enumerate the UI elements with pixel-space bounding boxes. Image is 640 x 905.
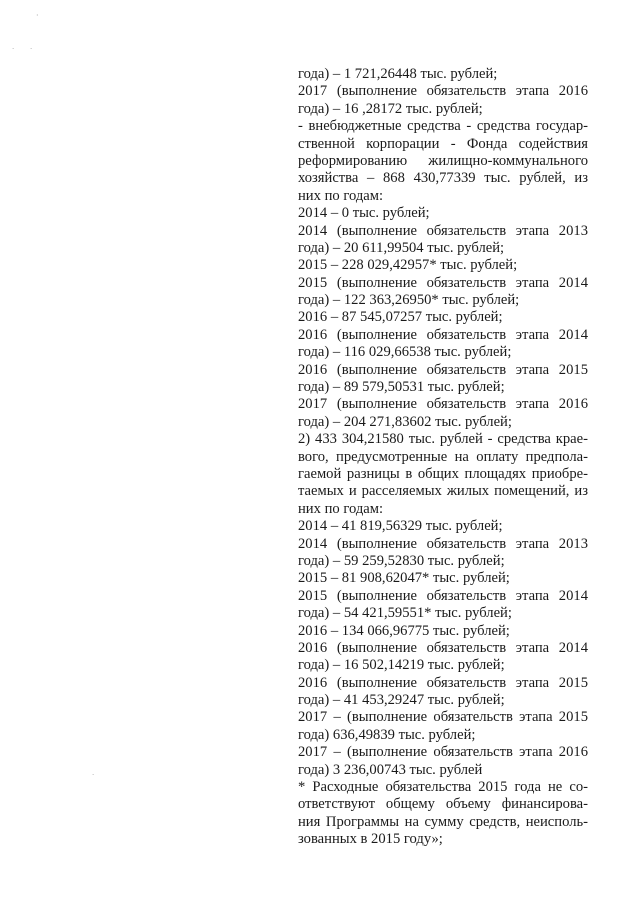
text-line: 2016 (выполнение обязательств этапа 2014 [298, 639, 588, 656]
text-line: 2015 – 228 029,42957* тыс. рублей; [298, 257, 518, 274]
text-line: года) – 89 579,50531 тыс. рублей; [298, 379, 505, 396]
text-line: * Расходные обязательства 2015 года не со- [298, 779, 588, 796]
scan-mark: · [30, 45, 33, 53]
text-line: - внебюджетные средства - средства государ- [298, 118, 588, 135]
text-line: 2015 (выполнение обязательств этапа 2014 [298, 274, 588, 291]
text-line: года) – 20 611,99504 тыс. рублей; [298, 239, 505, 256]
text-line: 2016 (выполнение обязательств этапа 2015 [298, 674, 588, 691]
text-line: года) – 16 502,14219 тыс. рублей; [298, 657, 505, 674]
text-column [298, 66, 588, 849]
text-line: 2016 – 87 545,07257 тыс. рублей; [298, 309, 503, 326]
text-line: года) – 54 421,59551* тыс. рублей; [298, 605, 512, 622]
text-line: года) – 122 363,26950* тыс. рублей; [298, 292, 520, 309]
text-line: года) – 59 259,52830 тыс. рублей; [298, 552, 505, 569]
text-line: года) – 16 ,28172 тыс. рублей; [298, 100, 483, 117]
text-line: 2015 – 81 908,62047* тыс. рублей; [298, 570, 510, 587]
text-line: ственной корпорации - Фонда содействия [298, 135, 588, 152]
text-line: 2014 – 41 819,56329 тыс. рублей; [298, 518, 503, 535]
text-line: зованных в 2015 году»; [298, 831, 443, 848]
text-line: 2017 (выполнение обязательств этапа 2016 [298, 83, 588, 100]
text-line: года) 3 236,00743 тыс. рублей [298, 761, 483, 778]
text-line: них по годам: [298, 187, 384, 204]
text-line: 2017 (выполнение обязательств этапа 2016 [298, 396, 588, 413]
text-line: хозяйства – 868 430,77339 тыс. рублей, из [298, 170, 588, 187]
text-line: 2017 – (выполнение обязательств этапа 2016 [298, 744, 588, 761]
text-line: 2014 – 0 тыс. рублей; [298, 205, 430, 222]
text-line: года) – 1 721,26448 тыс. рублей; [298, 66, 498, 82]
text-line: года) – 41 453,29247 тыс. рублей; [298, 692, 505, 709]
text-line: вого, предусмотренные на оплату предпола- [298, 448, 588, 465]
text-line: реформированию жилищно-коммунального [298, 152, 588, 169]
text-line: гаемой разницы в общих площадях приобре- [298, 465, 588, 482]
text-line: года) – 116 029,66538 тыс. рублей; [298, 344, 512, 361]
text-line: 2016 – 134 066,96775 тыс. рублей; [298, 622, 510, 639]
text-line: 2016 (выполнение обязательств этапа 2015 [298, 361, 588, 378]
text-line: 2017 – (выполнение обязательств этапа 2015 [298, 709, 588, 726]
scan-mark: · [36, 11, 39, 20]
text-line: 2015 (выполнение обязательств этапа 2014 [298, 587, 588, 604]
text-line: 2016 (выполнение обязательств этапа 2014 [298, 326, 588, 343]
text-line: таемых и расселяемых жилых помещений, из [298, 483, 588, 500]
text-line: ответствуют общему объему финансирова- [298, 796, 588, 813]
scan-mark: · [92, 771, 95, 779]
text-line: года) – 204 271,83602 тыс. рублей; [298, 413, 512, 430]
text-line: них по годам: [298, 500, 384, 517]
text-line: 2) 433 304,21580 тыс. рублей - средства крае- [298, 431, 588, 448]
text-line: 2014 (выполнение обязательств этапа 2013 [298, 222, 588, 239]
scan-mark: · [12, 45, 15, 53]
text-line: года) 636,49839 тыс. рублей; [298, 726, 476, 743]
text-line: 2014 (выполнение обязательств этапа 2013 [298, 535, 588, 552]
text-line: ния Программы на сумму средств, неисполь- [298, 813, 588, 830]
